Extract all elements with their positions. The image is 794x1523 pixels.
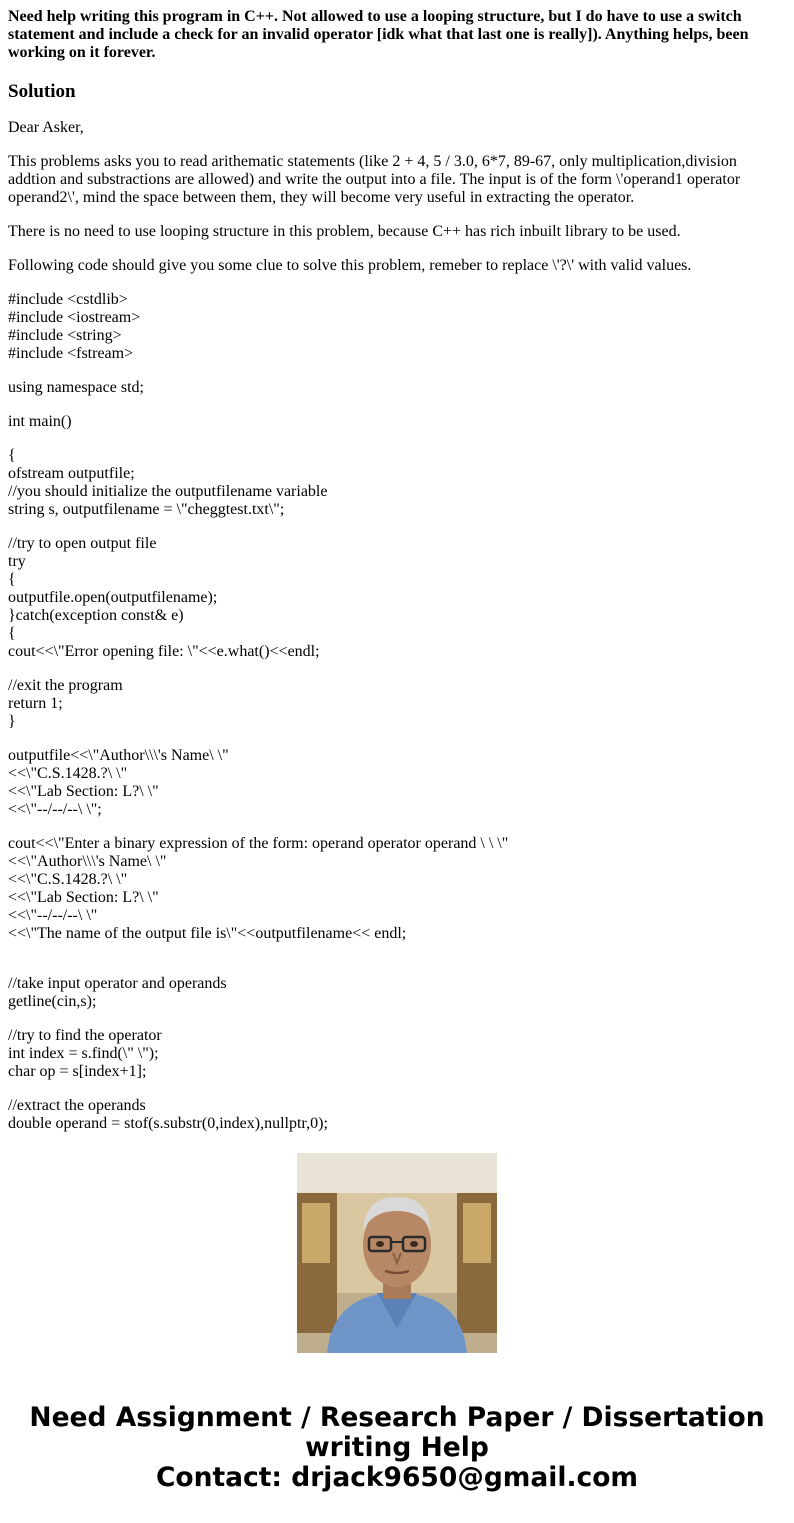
code-line: } [8, 713, 16, 730]
footer-line: Need Assignment / Research Paper / Dissertation [29, 1402, 765, 1433]
paragraph: Following code should give you some clue to solve this problem, remeber to replace \'?\' with valid values. [8, 257, 692, 274]
solution-heading: Solution [8, 81, 76, 102]
code-block-outputfile [8, 747, 778, 819]
code-line: //extract the operands [8, 1097, 146, 1114]
greeting: Dear Asker, [8, 119, 84, 136]
footer-contact-email: Contact: drjack9650@gmail.com [155, 1462, 639, 1493]
code-line: <<\"--/--/--\ \"; [8, 801, 102, 818]
code-line: <<\"Author\\\'s Name\ \" [8, 853, 167, 870]
code-namespace [8, 379, 778, 397]
code-line: <<\"Lab Section: L?\ \" [8, 783, 159, 800]
paragraph: This problems asks you to read arithematic statements (like 2 + 4, 5 / 3.0, 6*7, 89-67, only multiplication,division addtion and substractions are allowed) and write the output into a file. The input is of the form \'operand1 operator operand2\', mind the space between them, they will become very useful in extracting the operator. [8, 153, 741, 206]
code-line: <<\"--/--/--\ \" [8, 907, 98, 924]
code-block-exit [8, 677, 778, 731]
code-block-operator [8, 1027, 778, 1081]
code-line: { [8, 625, 16, 642]
code-line: <<\"C.S.1428.?\ \" [8, 871, 128, 888]
author-portrait [297, 1153, 497, 1353]
code-line: using namespace std; [8, 379, 144, 396]
code-line: <<\"Lab Section: L?\ \" [8, 889, 159, 906]
code-block-try [8, 535, 778, 661]
code-block-operands [8, 1097, 778, 1133]
code-line: { [8, 571, 16, 588]
code-line: cout<<\"Error opening file: \"<<e.what()<<endl; [8, 643, 320, 660]
code-line: string s, outputfilename = \"cheggtest.txt\"; [8, 501, 285, 518]
code-line: #include <iostream> [8, 309, 141, 326]
code-line: <<\"The name of the output file is\"<<outputfilename<< endl; [8, 925, 407, 942]
code-block-declarations [8, 447, 778, 519]
question-text: Need help writing this program in C++. Not allowed to use a looping structure, but I do have to use a switch statement and include a check for an invalid operator [idk what that last one is really]). Anything helps, been working on it forever. [8, 8, 749, 61]
code-line: //take input operator and operands [8, 975, 227, 992]
code-line: cout<<\"Enter a binary expression of the form: operand operator operand \ \ \" [8, 835, 509, 852]
code-line: return 1; [8, 695, 63, 712]
code-line: //you should initialize the outputfilename variable [8, 483, 328, 500]
code-line: #include <fstream> [8, 345, 134, 362]
code-line: outputfile.open(outputfilename); [8, 589, 218, 606]
code-line: //try to find the operator [8, 1027, 162, 1044]
author-avatar [297, 1153, 497, 1353]
code-line: ofstream outputfile; [8, 465, 135, 482]
code-line: //exit the program [8, 677, 123, 694]
code-line: outputfile<<\"Author\\\'s Name\ \" [8, 747, 229, 764]
code-line: double operand = stof(s.substr(0,index),nullptr,0); [8, 1115, 328, 1132]
spacer [8, 943, 778, 959]
code-line: getline(cin,s); [8, 993, 97, 1010]
code-line: //try to open output file [8, 535, 157, 552]
code-line: { [8, 447, 16, 464]
code-main-signature [8, 413, 778, 431]
code-line: int main() [8, 413, 72, 430]
code-line: <<\"C.S.1428.?\ \" [8, 765, 128, 782]
code-line: try [8, 553, 26, 570]
code-line: #include <cstdlib> [8, 291, 128, 308]
code-includes [8, 291, 778, 363]
code-line: #include <string> [8, 327, 122, 344]
footer-contact [0, 1403, 794, 1493]
footer-line: writing Help [305, 1432, 489, 1463]
code-block-cout [8, 835, 778, 943]
code-line: char op = s[index+1]; [8, 1063, 147, 1080]
code-line: }catch(exception const& e) [8, 607, 184, 624]
code-block-input [8, 975, 778, 1011]
code-line: int index = s.find(\" \"); [8, 1045, 159, 1062]
answer-content [8, 8, 778, 1132]
paragraph: There is no need to use looping structure in this problem, because C++ has rich inbuilt library to be used. [8, 223, 681, 240]
